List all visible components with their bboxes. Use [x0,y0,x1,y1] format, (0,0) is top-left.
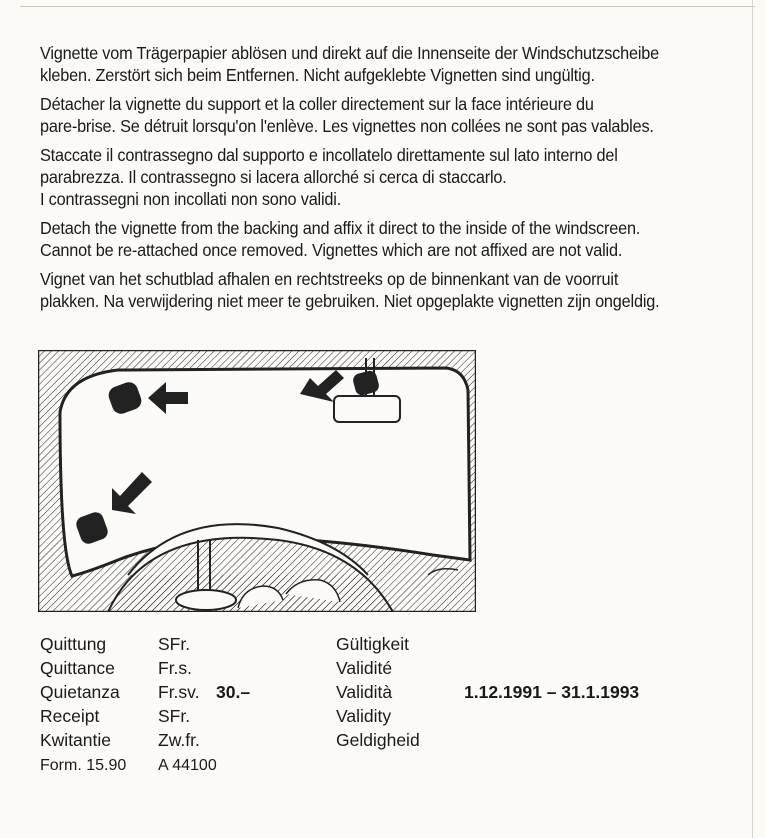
currency-label: SFr. [158,706,191,726]
receipt-label: Kwitantie [40,730,112,750]
instruction-line: Staccate il contrassegno dal supporto e incollatelo direttamente sul lato interno del [40,145,618,165]
currency-label: Zw.fr. [158,730,200,750]
validity-label: Gültigkeit [336,634,409,654]
instruction-line: Vignet van het schutblad afhalen en rechtstreeks op de binnenkant van de voorruit [40,269,619,289]
instruction-line: I contrassegni non incollati non sono validi. [40,189,342,209]
receipt-label: Quittance [40,658,115,678]
instruction-line: parabrezza. Il contrassegno si lacera allorché si cerca di staccarlo. [40,167,507,187]
instruction-line: plakken. Na verwijdering niet meer te gebruiken. Niet opgeplakte vignetten zijn ongeldig. [40,291,660,311]
currency-label: SFr. [158,634,191,654]
instruction-fr [40,93,705,137]
instruction-line: Cannot be re-attached once removed. Vignettes which are not affixed are not valid. [40,240,623,260]
validity-label: Validità [336,682,393,702]
instruction-line: Detach the vignette from the backing and affix it direct to the inside of the windscreen. [40,218,641,238]
instruction-de [40,42,705,86]
instruction-line: Vignette vom Trägerpapier ablösen und direkt auf die Innenseite der Windschutzscheibe [40,43,660,63]
price-value: 30.– [216,682,251,702]
windscreen-diagram [38,350,476,612]
validity-label: Validity [336,706,392,726]
currency-label: Fr.sv. [158,682,200,702]
card-top-edge [20,6,755,7]
receipt-label: Receipt [40,706,100,726]
instruction-line: Détacher la vignette du support et la coller directement sur la face intérieure du [40,94,594,114]
instruction-line: kleben. Zerstört sich beim Entfernen. Nicht aufgeklebte Vignetten sind ungültig. [40,65,595,85]
instruction-en [40,217,705,261]
instructions-block [40,42,705,319]
receipt-label: Quietanza [40,682,120,702]
validity-label: Geldigheid [336,730,420,750]
form-number: Form. 15.90 [40,757,127,774]
instruction-nl [40,268,705,312]
currency-label: Fr.s. [158,658,193,678]
card-right-edge [752,0,753,838]
instruction-line: pare-brise. Se détruit lorsqu'on l'enlève. Les vignettes non collées ne sont pas valables. [40,116,654,136]
receipt-label: Quittung [40,634,107,654]
instruction-it [40,144,705,210]
validity-label: Validité [336,658,393,678]
serial-number: A 44100 [158,757,217,774]
validity-period: 1.12.1991 – 31.1.1993 [464,682,640,702]
